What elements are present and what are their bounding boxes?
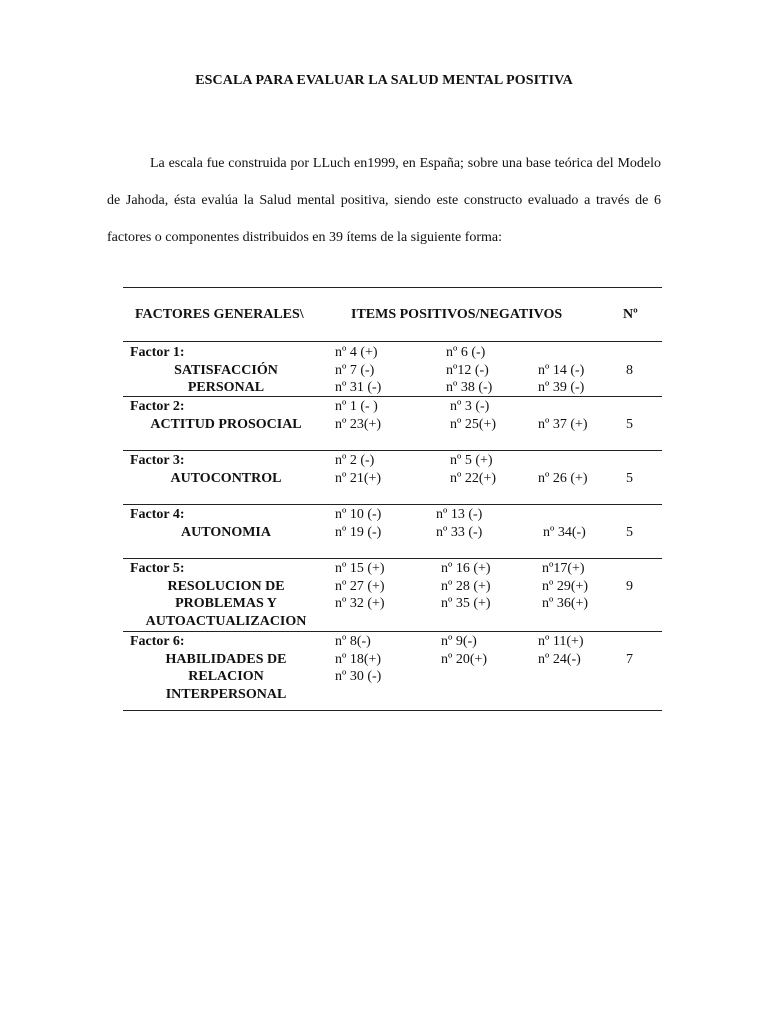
item-entry: nº 22(+) xyxy=(450,470,497,486)
item-entry: nº 21(+) xyxy=(335,470,382,486)
item-entry: nº 13 (-) xyxy=(436,507,483,522)
factor-label: Factor 2: xyxy=(130,399,185,414)
item-entry: nº 32 (+) xyxy=(335,596,385,612)
intro-paragraph: La escala fue construida por LLuch en1999, en España; sobre una base teórica del Modelo de Jahoda, ésta evalúa la Salud mental positiva, siendo este constructo evaluado a través de 6 factores o componentes distribuidos en 39 ítems de la siguiente forma: xyxy=(107,156,661,245)
item-entry: nº 11(+) xyxy=(538,634,584,649)
item-count: 5 xyxy=(626,416,633,432)
item-entry: nº 15 (+) xyxy=(335,561,385,576)
item-entry: nº 20(+) xyxy=(441,651,488,667)
item-entry: nº 27 (+) xyxy=(335,578,385,594)
item-entry: nº 8(-) xyxy=(335,634,371,649)
factor-label: Factor 4: xyxy=(130,507,185,522)
item-entry: nº 7 (-) xyxy=(335,362,375,378)
row-separator xyxy=(123,558,662,559)
item-entry: nº 23(+) xyxy=(335,416,382,432)
item-entry: nº 37 (+) xyxy=(538,416,588,432)
item-entry: nº 31 (-) xyxy=(335,380,382,396)
factor-description: AUTONOMIA xyxy=(181,524,271,540)
factor-description: RESOLUCION DE xyxy=(167,578,285,594)
item-entry: nº 24(-) xyxy=(538,651,581,667)
row-separator xyxy=(123,504,662,505)
item-entry: nº 26 (+) xyxy=(538,470,588,486)
header-count: Nº xyxy=(623,307,638,322)
item-entry: nº 25(+) xyxy=(450,416,497,432)
item-entry: nº 14 (-) xyxy=(538,362,585,378)
item-entry: nº 6 (-) xyxy=(446,345,486,360)
item-entry: nº 19 (-) xyxy=(335,524,382,540)
item-entry: nº 3 (-) xyxy=(450,399,490,414)
factor-description: RELACION xyxy=(188,669,264,685)
factor-label: Factor 3: xyxy=(130,453,185,468)
item-entry: nº 1 (- ) xyxy=(335,399,378,414)
item-entry: nº 30 (-) xyxy=(335,669,382,685)
factor-label: Factor 5: xyxy=(130,561,185,576)
document-title: ESCALA PARA EVALUAR LA SALUD MENTAL POSITIVA xyxy=(195,73,573,88)
factor-description: AUTOACTUALIZACION xyxy=(145,613,307,629)
item-entry: nº 35 (+) xyxy=(441,596,491,612)
item-entry: nº 28 (+) xyxy=(441,578,491,594)
item-count: 8 xyxy=(626,362,633,378)
header-factores: FACTORES GENERALES\ xyxy=(135,307,304,322)
item-entry: nº 4 (+) xyxy=(335,345,378,360)
item-count: 5 xyxy=(626,470,633,486)
factor-description: PROBLEMAS Y xyxy=(175,596,277,612)
row-separator xyxy=(123,450,662,451)
item-entry: nº 33 (-) xyxy=(436,524,483,540)
factor-label: Factor 6: xyxy=(130,634,185,649)
item-entry: nº17(+) xyxy=(542,561,585,576)
item-entry: nº 36(+) xyxy=(542,596,589,612)
item-entry: nº 38 (-) xyxy=(446,380,493,396)
header-bottom-rule xyxy=(123,341,662,342)
row-separator xyxy=(123,396,662,397)
item-entry: nº 16 (+) xyxy=(441,561,491,576)
item-count: 5 xyxy=(626,524,633,540)
row-separator xyxy=(123,631,662,632)
item-entry: nº 2 (-) xyxy=(335,453,375,468)
item-entry: nº12 (-) xyxy=(446,362,489,378)
item-entry: nº 10 (-) xyxy=(335,507,382,522)
factor-description: AUTOCONTROL xyxy=(170,470,282,486)
row-separator xyxy=(123,710,662,711)
item-entry: nº 9(-) xyxy=(441,634,477,649)
factor-label: Factor 1: xyxy=(130,345,185,360)
item-entry: nº 5 (+) xyxy=(450,453,493,468)
factor-description: ACTITUD PROSOCIAL xyxy=(150,416,302,432)
item-count: 7 xyxy=(626,651,633,667)
factor-description: SATISFACCIÓN xyxy=(174,362,278,378)
factor-description: PERSONAL xyxy=(187,380,265,396)
factor-description: INTERPERSONAL xyxy=(165,686,287,702)
item-entry: nº 18(+) xyxy=(335,651,382,667)
header-items: ITEMS POSITIVOS/NEGATIVOS xyxy=(351,307,563,322)
item-entry: nº 34(-) xyxy=(543,524,586,540)
item-count: 9 xyxy=(626,578,633,594)
item-entry: nº 39 (-) xyxy=(538,380,585,396)
factor-description: HABILIDADES DE xyxy=(165,651,287,667)
item-entry: nº 29(+) xyxy=(542,578,589,594)
table-top-rule xyxy=(123,287,662,288)
